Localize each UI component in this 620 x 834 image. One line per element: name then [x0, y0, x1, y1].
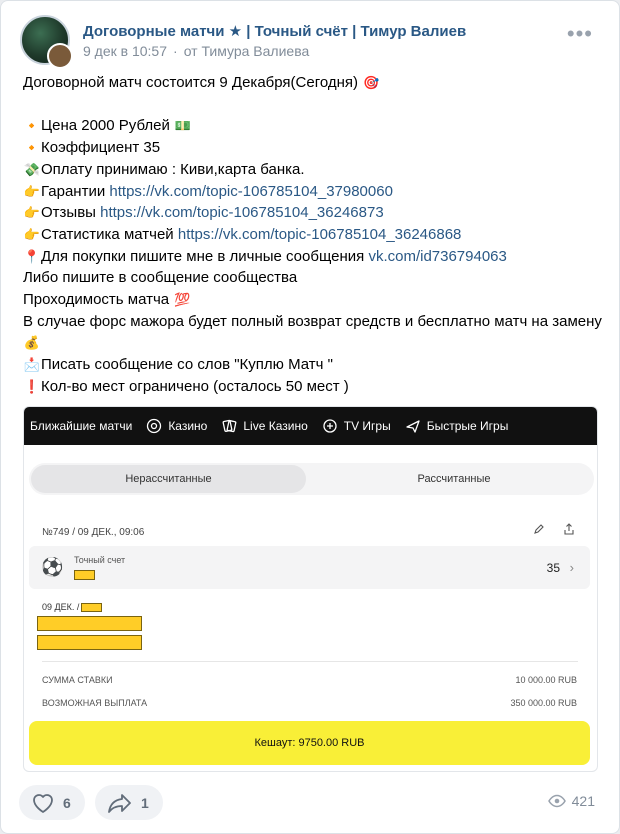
post-meta [83, 43, 309, 59]
reviews-label: Отзывы [41, 204, 96, 222]
share-arrow-icon [107, 792, 133, 814]
bet-actions [533, 523, 575, 535]
tab-unsettled: Нерассчитанные [31, 465, 306, 493]
money-bag-icon: 💰 [23, 335, 41, 351]
redaction-bar [81, 603, 102, 612]
author-avatar[interactable] [47, 43, 73, 69]
guarantees-link[interactable]: https://vk.com/topic-106785104_37980060 [109, 182, 393, 200]
view-count: 421 [571, 793, 595, 809]
inbox-icon: 📩 [23, 357, 41, 373]
force-majeure-text: В случае форс мажора будет полный возврат средств и бесплатно матч на замену [23, 312, 602, 330]
post-text [23, 72, 603, 398]
share-count: 1 [141, 794, 149, 811]
event-date [42, 602, 79, 612]
nav-tv-games-label: TV Игры [343, 419, 391, 433]
guarantees-label: Гарантии [41, 182, 106, 200]
stats-link[interactable]: https://vk.com/topic-106785104_36246868 [177, 225, 462, 243]
bet-coefficient: 35 [546, 561, 560, 575]
tv-games-icon [322, 418, 338, 434]
coefficient-text: Коэффициент 35 [41, 139, 161, 157]
cashout-button: Кешаут: 9750.00 RUB [29, 721, 590, 765]
buy-label: Для покупки пишите мне в личные сообщения [41, 247, 365, 265]
profile-link[interactable]: vk.com/id736794063 [368, 247, 507, 265]
eye-icon [548, 794, 566, 808]
redaction-bar [37, 635, 142, 650]
diamond-icon: 🔸 [23, 140, 41, 156]
stake-value: 10 000.00 RUB [515, 675, 577, 685]
tab-settled: Рассчитанные [417, 473, 491, 485]
bet-tabs [29, 463, 594, 495]
nav-live-casino [221, 418, 307, 434]
limited-text: Кол-во мест ограничено (осталось 50 мест ) [41, 377, 349, 395]
redaction-bar [37, 616, 142, 631]
nav-fast-games [405, 418, 509, 434]
community-text: Либо пишите в сообщение сообщества [23, 269, 298, 287]
post-author[interactable]: от Тимура Валиева [183, 43, 310, 59]
share-icon [563, 523, 575, 535]
attached-image[interactable] [23, 406, 598, 772]
cards-icon [221, 418, 237, 434]
post-line-headline: Договорной матч состоится 9 Декабря(Сегодня) [23, 74, 359, 91]
casino-chip-icon [146, 418, 162, 434]
heart-icon [31, 792, 55, 814]
bet-selection-row [29, 546, 590, 589]
community-title[interactable]: Договорные матчи ★ | Точный счёт | Тимур Валиев [83, 23, 467, 40]
money-icon: 💵 [174, 118, 192, 134]
views-counter [548, 793, 595, 809]
more-horizontal-icon[interactable]: ••• [566, 21, 593, 46]
exclamation-icon: ❗ [23, 378, 41, 394]
payout-value: 350 000.00 RUB [510, 698, 577, 708]
payment-text: Оплату принимаю : Киви,карта банка. [41, 160, 305, 178]
bet-type: Точный счет [74, 555, 126, 565]
bet-id: №749 / 09 ДЕК., 09:06 [42, 527, 145, 538]
pin-icon: 📍 [23, 248, 41, 264]
soccer-ball-icon: ⚽ [41, 557, 64, 577]
nav-upcoming-label: Ближайшие матчи [30, 419, 133, 433]
payout-label: ВОЗМОЖНАЯ ВЫПЛАТА [42, 698, 148, 708]
meta-separator: · [173, 43, 178, 59]
redaction-bar [74, 570, 95, 580]
point-right-icon: 👉 [23, 183, 41, 199]
like-button[interactable] [19, 785, 85, 820]
nav-casino [146, 418, 207, 434]
nav-tv-games [322, 418, 391, 434]
nav-upcoming [30, 419, 132, 433]
like-count: 6 [63, 794, 71, 811]
hundred-icon: 💯 [174, 292, 191, 308]
divider [42, 661, 578, 662]
edit-icon [533, 523, 545, 535]
nav-casino-label: Казино [168, 419, 208, 433]
stake-label: СУММА СТАВКИ [42, 675, 113, 685]
post-date[interactable]: 9 дек в 10:57 [83, 43, 168, 59]
share-button[interactable] [95, 785, 163, 820]
betting-nav [24, 407, 597, 445]
plane-icon [405, 418, 421, 434]
chevron-right-icon: › [569, 560, 574, 575]
point-right-icon: 👉 [23, 226, 41, 242]
passability-text: Проходимость матча [23, 291, 170, 309]
money-wings-icon: 💸 [23, 161, 41, 177]
point-right-icon: 👉 [23, 205, 41, 221]
target-icon: 🎯 [363, 75, 380, 90]
stats-label: Статистика матчей [41, 225, 174, 243]
diamond-icon: 🔸 [23, 118, 41, 134]
event-date-label: 09 ДЕК. / [42, 602, 80, 612]
nav-live-casino-label: Live Казино [243, 419, 308, 433]
write-message-text: Писать сообщение со слов "Куплю Матч " [41, 356, 333, 374]
price-text: Цена 2000 Рублей [41, 117, 170, 135]
nav-fast-games-label: Быстрые Игры [426, 419, 509, 433]
reviews-link[interactable]: https://vk.com/topic-106785104_36246873 [100, 204, 384, 222]
